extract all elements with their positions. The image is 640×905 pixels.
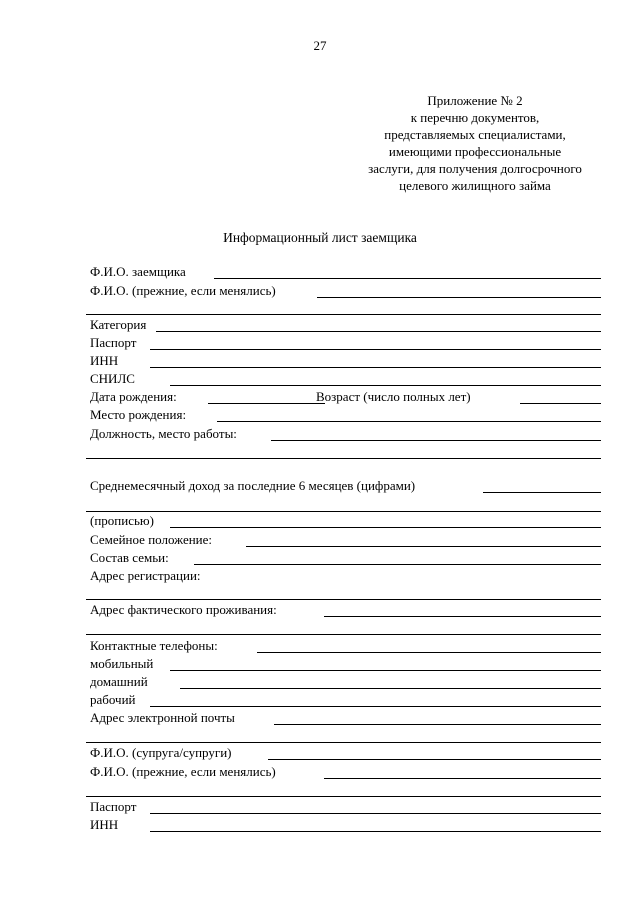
income-row bbox=[90, 478, 601, 496]
email-input-line[interactable] bbox=[274, 724, 601, 725]
work-phone-label: рабочий bbox=[90, 692, 136, 707]
inn-label: ИНН bbox=[90, 353, 119, 368]
appendix-line: имеющими профессиональные bbox=[388, 144, 562, 159]
mobile-label: мобильный bbox=[90, 656, 154, 671]
snils-label: СНИЛС bbox=[90, 371, 135, 386]
mobile-row bbox=[90, 656, 601, 674]
income-label: Среднемесячный доход за последние 6 месяцев (цифрами) bbox=[90, 478, 416, 493]
category-label: Категория bbox=[90, 317, 147, 332]
income-words-input-line[interactable] bbox=[170, 527, 601, 528]
passport-label: Паспорт bbox=[90, 335, 137, 350]
email-label: Адрес электронной почты bbox=[90, 710, 235, 725]
marital-row bbox=[90, 532, 601, 550]
blank-line[interactable] bbox=[86, 314, 601, 315]
fio-prev-label: Ф.И.О. (прежние, если менялись) bbox=[90, 283, 276, 298]
spouse-fio-prev-input-line[interactable] bbox=[324, 778, 601, 779]
fio-row bbox=[90, 264, 601, 282]
reg-address-input-line[interactable] bbox=[86, 599, 601, 600]
birth-row bbox=[90, 389, 601, 407]
position-row bbox=[90, 426, 601, 444]
page-number: 27 bbox=[313, 38, 327, 53]
position-label: Должность, место работы: bbox=[90, 426, 237, 441]
appendix-line: заслуги, для получения долгосрочного bbox=[368, 161, 582, 176]
home-phone-input-line[interactable] bbox=[180, 688, 601, 689]
snils-input-line[interactable] bbox=[170, 385, 601, 386]
snils-row bbox=[90, 371, 601, 389]
blank-line[interactable] bbox=[86, 634, 601, 635]
blank-line[interactable] bbox=[86, 796, 601, 797]
phones-row bbox=[90, 638, 601, 656]
spouse-inn-input-line[interactable] bbox=[150, 831, 601, 832]
income-words-row bbox=[90, 513, 601, 531]
spouse-passport-row bbox=[90, 799, 601, 817]
family-input-line[interactable] bbox=[194, 564, 601, 565]
passport-input-line[interactable] bbox=[150, 349, 601, 350]
phones-label: Контактные телефоны: bbox=[90, 638, 218, 653]
home-phone-row bbox=[90, 674, 601, 692]
income-words-label: (прописью) bbox=[90, 513, 154, 528]
actual-address-row bbox=[90, 602, 601, 620]
appendix-line: к перечню документов, bbox=[410, 110, 540, 125]
spouse-fio-label: Ф.И.О. (супруга/супруги) bbox=[90, 745, 232, 760]
marital-label: Семейное положение: bbox=[90, 532, 213, 547]
marital-input-line[interactable] bbox=[246, 546, 601, 547]
family-row bbox=[90, 550, 601, 568]
blank-line[interactable] bbox=[86, 511, 601, 512]
reg-address-label: Адрес регистрации: bbox=[90, 568, 201, 583]
work-phone-input-line[interactable] bbox=[150, 706, 601, 707]
actual-address-label: Адрес фактического проживания: bbox=[90, 602, 277, 617]
spouse-fio-input-line[interactable] bbox=[268, 759, 601, 760]
phones-input-line[interactable] bbox=[257, 652, 601, 653]
form-title: Информационный лист заемщика bbox=[223, 230, 417, 245]
birth-date-label: Дата рождения: bbox=[90, 389, 177, 404]
appendix-line: представляемых специалистами, bbox=[384, 127, 566, 142]
spouse-passport-label: Паспорт bbox=[90, 799, 137, 814]
blank-line[interactable] bbox=[86, 458, 601, 459]
reg-address-row bbox=[90, 568, 601, 586]
spouse-inn-label: ИНН bbox=[90, 817, 119, 832]
spouse-passport-input-line[interactable] bbox=[150, 813, 601, 814]
mobile-input-line[interactable] bbox=[170, 670, 601, 671]
spouse-fio-prev-label: Ф.И.О. (прежние, если менялись) bbox=[90, 764, 276, 779]
work-phone-row bbox=[90, 692, 601, 710]
fio-label: Ф.И.О. заемщика bbox=[90, 264, 186, 279]
birth-place-label: Место рождения: bbox=[90, 407, 187, 422]
birth-date-input-line[interactable] bbox=[208, 403, 325, 404]
home-phone-label: домашний bbox=[90, 674, 148, 689]
birth-place-row bbox=[90, 407, 601, 425]
spouse-fio-prev-row bbox=[90, 764, 601, 782]
actual-address-input-line[interactable] bbox=[324, 616, 601, 617]
spouse-inn-row bbox=[90, 817, 601, 835]
inn-input-line[interactable] bbox=[150, 367, 601, 368]
family-label: Состав семьи: bbox=[90, 550, 169, 565]
inn-row bbox=[90, 353, 601, 371]
age-label: Возраст (число полных лет) bbox=[316, 389, 471, 404]
blank-line[interactable] bbox=[86, 742, 601, 743]
email-row bbox=[90, 710, 601, 728]
category-row bbox=[90, 317, 601, 335]
appendix-header bbox=[330, 92, 620, 194]
position-input-line[interactable] bbox=[271, 440, 601, 441]
fio-input-line[interactable] bbox=[214, 278, 601, 279]
fio-prev-input-line[interactable] bbox=[317, 297, 601, 298]
age-input-line[interactable] bbox=[520, 403, 601, 404]
category-input-line[interactable] bbox=[156, 331, 601, 332]
appendix-line: Приложение № 2 bbox=[427, 93, 523, 108]
fio-prev-row bbox=[90, 283, 601, 301]
birth-place-input-line[interactable] bbox=[217, 421, 601, 422]
income-input-line[interactable] bbox=[483, 492, 601, 493]
spouse-fio-row bbox=[90, 745, 601, 763]
appendix-line: целевого жилищного займа bbox=[399, 178, 551, 193]
passport-row bbox=[90, 335, 601, 353]
